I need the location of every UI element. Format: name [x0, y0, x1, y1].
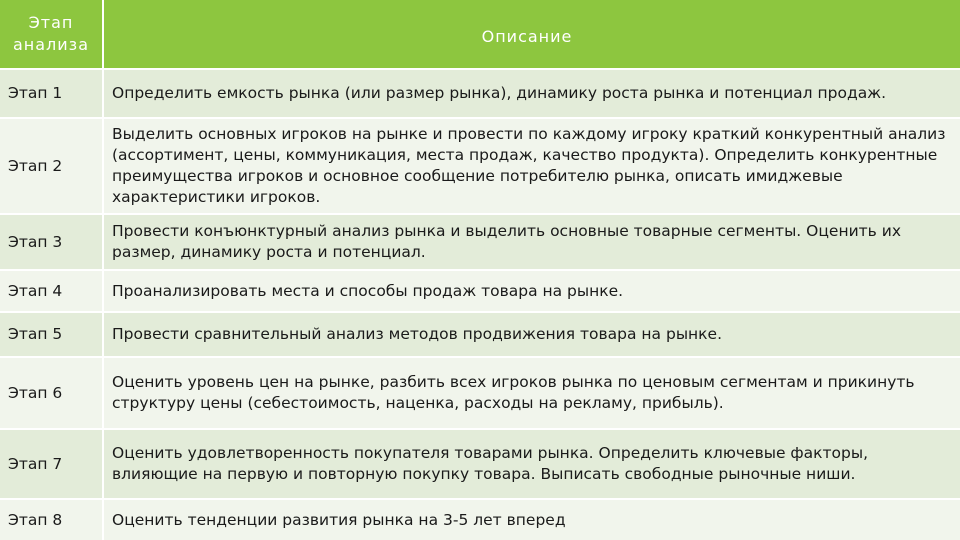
table-header [0, 0, 960, 70]
table-row [0, 313, 960, 358]
table-row [0, 119, 960, 215]
table-row [0, 70, 960, 119]
description-cell: Провести конъюнктурный анализ рынка и выделить основные товарные сегменты. Оценить их размер, динамику роста и потенциал. [112, 222, 901, 261]
description-cell: Провести сравнительный анализ методов продвижения товара на рынке. [112, 325, 723, 343]
stage-cell: Этап 4 [0, 271, 104, 311]
table-row [0, 215, 960, 271]
description-cell: Выделить основных игроков на рынке и провести по каждому игроку краткий конкурентный анализ (ассортимент, цены, коммуникация, места продаж, качество продукта). Определить конкурентные преимущества игроков и основное сообщение потребителю рынка, описать имиджевые характеристики игроков. [112, 125, 946, 206]
description-cell: Определить емкость рынка (или размер рынка), динамику роста рынка и потенциал продаж. [112, 84, 887, 102]
table-row [0, 358, 960, 430]
header-stage: Этап анализа [0, 0, 104, 68]
table-row [0, 430, 960, 500]
table-row [0, 271, 960, 313]
stage-cell: Этап 3 [0, 215, 104, 269]
description-cell: Оценить уровень цен на рынке, разбить всех игроков рынка по ценовым сегментам и прикинуть структуру цены (себестоимость, наценка, расходы на рекламу, прибыль). [112, 373, 915, 412]
header-description: Описание [481, 27, 573, 46]
stage-cell: Этап 2 [0, 119, 104, 213]
stage-cell: Этап 7 [0, 430, 104, 498]
description-cell: Оценить удовлетворенность покупателя товарами рынка. Определить ключевые факторы, влияющие на первую и повторную покупку товара. Выписать свободные рыночные ниши. [112, 444, 869, 483]
table-row [0, 500, 960, 540]
stage-cell: Этап 5 [0, 313, 104, 356]
stage-cell: Этап 8 [0, 500, 104, 540]
description-cell: Оценить тенденции развития рынка на 3-5 лет вперед [112, 510, 566, 529]
stage-cell: Этап 6 [0, 358, 104, 428]
description-cell: Проанализировать места и способы продаж товара на рынке. [112, 281, 624, 300]
stage-cell: Этап 1 [0, 70, 104, 117]
